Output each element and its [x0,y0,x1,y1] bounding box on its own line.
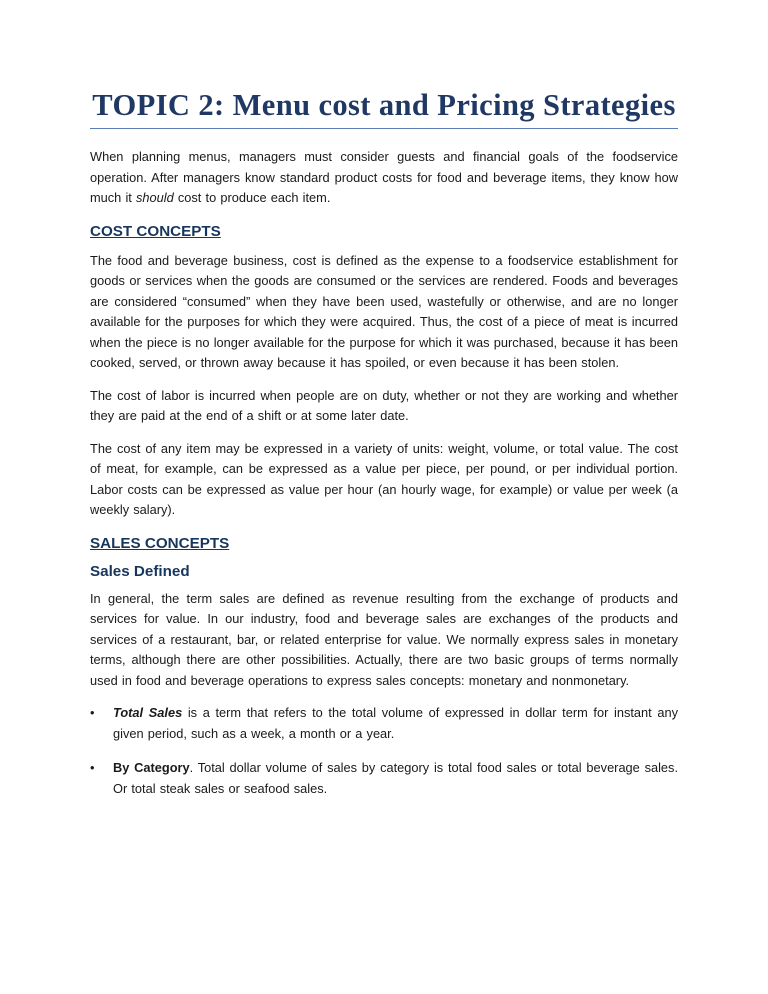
bullet-text: is a term that refers to the total volume of expressed in dollar term for instant any given period, such as a week, a month or a year. [113,705,678,741]
title-underline-rule [90,128,678,129]
cost-paragraph-3: The cost of any item may be expressed in a variety of units: weight, volume, or total value. The cost of meat, for example, can be expressed as a value per piece, per pound, or per individual portion. Labor costs can be expressed as value per hour (an hourly wage, for example) or value per week (a weekly salary). [90,440,678,517]
bullet-term: Total Sales [113,705,183,720]
intro-paragraph [90,147,678,209]
bullet-term: By Category [113,760,190,775]
list-item [90,758,678,799]
list-item [90,703,678,744]
sales-concepts-heading: SALES CONCEPTS [90,534,230,552]
cost-paragraph-1: The food and beverage business, cost is defined as the expense to a foodservice establishment for goods or services when the goods are consumed or the services are rendered. Foods and beverages are considered “consumed” when they have been used, wastefully or otherwise, and are no longer available for the purposes for which they were acquired. Thus, the cost of a piece of meat is incurred when the piece is no longer available for the purpose for which it was purchased, because it has been cooked, served, or thrown away because it has spoiled, or even because it has been stolen. [90,252,678,370]
intro-emphasis: should [136,190,174,205]
intro-text-before: When planning menus, managers must consider guests and financial goals of the foodservice operation. After managers know standard product costs for food and beverage items, they know how much it [90,149,678,205]
sales-bullet-list [90,703,678,799]
bullet-marker: • [90,760,95,775]
cost-concepts-heading: COST CONCEPTS [90,222,221,240]
sales-paragraph: In general, the term sales are defined as revenue resulting from the exchange of products and services for value. In our industry, food and beverage sales are exchanges of the products and services of a restaurant, bar, or related enterprise for value. We normally express sales in monetary terms, although there are other possibilities. Actually, there are two basic groups of terms normally used in food and beverage operations to express sales concepts: monetary and nonmonetary. [90,590,678,688]
bullet-text: . Total dollar volume of sales by category is total food sales or total beverage sales. Or total steak sales or seafood sales. [113,760,679,796]
intro-text-after: cost to produce each item. [173,190,331,205]
page-title: TOPIC 2: Menu cost and Pricing Strategies [92,88,676,122]
bullet-marker: • [90,705,95,720]
cost-paragraph-2: The cost of labor is incurred when people are on duty, whether or not they are working and whether they are paid at the end of a shift or at some later date. [90,387,678,423]
sales-defined-subheading: Sales Defined [90,562,190,580]
